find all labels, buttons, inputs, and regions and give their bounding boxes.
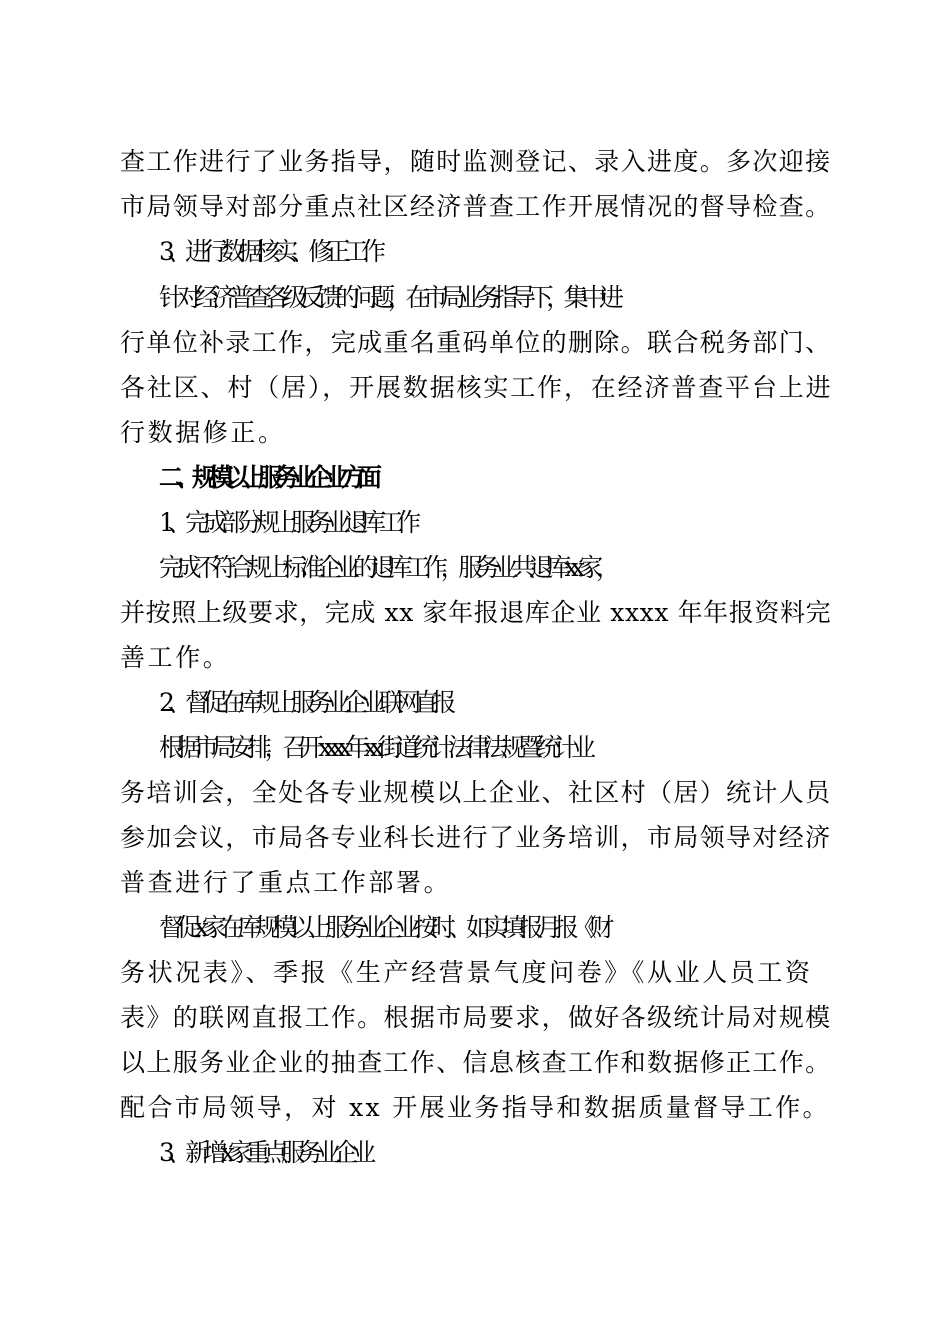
section-subheading: 2、督促在库规上服务业企业联网直报 xyxy=(159,688,450,717)
paragraph-line: 行数据修正。 xyxy=(120,418,286,447)
paragraph-line: 督促 x 家在库规模以上服务业企业按时、如实填报月报《财 xyxy=(159,913,607,942)
paragraph-line: 完成不符合规上标准企业的退库工作，服务业共退库 xx 家， xyxy=(159,553,614,582)
section-heading: 二、规模以上服务业企业方面 xyxy=(159,463,374,492)
paragraph-line: 务状况表》、季报《生产经营景气度问卷》《从业人员工资 xyxy=(120,958,813,987)
paragraph-line: 市局领导对部分重点社区经济普查工作开展情况的督导检查。 xyxy=(120,192,832,221)
paragraph-line: 善工作。 xyxy=(120,643,231,672)
paragraph-line: 以上服务业企业的抽查工作、信息核查工作和数据修正工作。 xyxy=(120,1048,832,1077)
paragraph-line: 参加会议，市局各专业科长进行了业务培训，市局领导对经济 xyxy=(120,823,832,852)
paragraph-line: 针对经济普查各级反馈的问题，在市局业务指导下，集中进 xyxy=(159,283,617,312)
section-subheading: 3、新增 x 家重点服务业企业 xyxy=(159,1138,369,1167)
paragraph-line: 并按照上级要求，完成 xx 家年报退库企业 xxxx 年年报资料完 xyxy=(120,598,832,627)
paragraph-line: 表》的联网直报工作。根据市局要求，做好各级统计局对规模 xyxy=(120,1003,832,1032)
section-subheading: 3、进行数据核实、修正工作 xyxy=(159,237,379,266)
paragraph-line: 查工作进行了业务指导，随时监测登记、录入进度。多次迎接 xyxy=(120,147,832,176)
section-subheading: 1、完成部分规上服务业退库工作 xyxy=(159,508,414,537)
paragraph-line: 行单位补录工作，完成重名重码单位的删除。联合税务部门、 xyxy=(120,328,832,357)
paragraph-line: 各社区、村（居），开展数据核实工作，在经济普查平台上进 xyxy=(120,373,833,402)
paragraph-line: 配合市局领导，对 xx 开展业务指导和数据质量督导工作。 xyxy=(120,1093,830,1122)
paragraph-line: 普查进行了重点工作部署。 xyxy=(120,868,452,897)
paragraph-line: 务培训会，全处各专业规模以上企业、社区村（居）统计人员 xyxy=(120,778,832,807)
paragraph-line: 根据市局安排，召开 xxxx 年 xx 街道统计法律法规暨统计业 xyxy=(159,733,589,762)
